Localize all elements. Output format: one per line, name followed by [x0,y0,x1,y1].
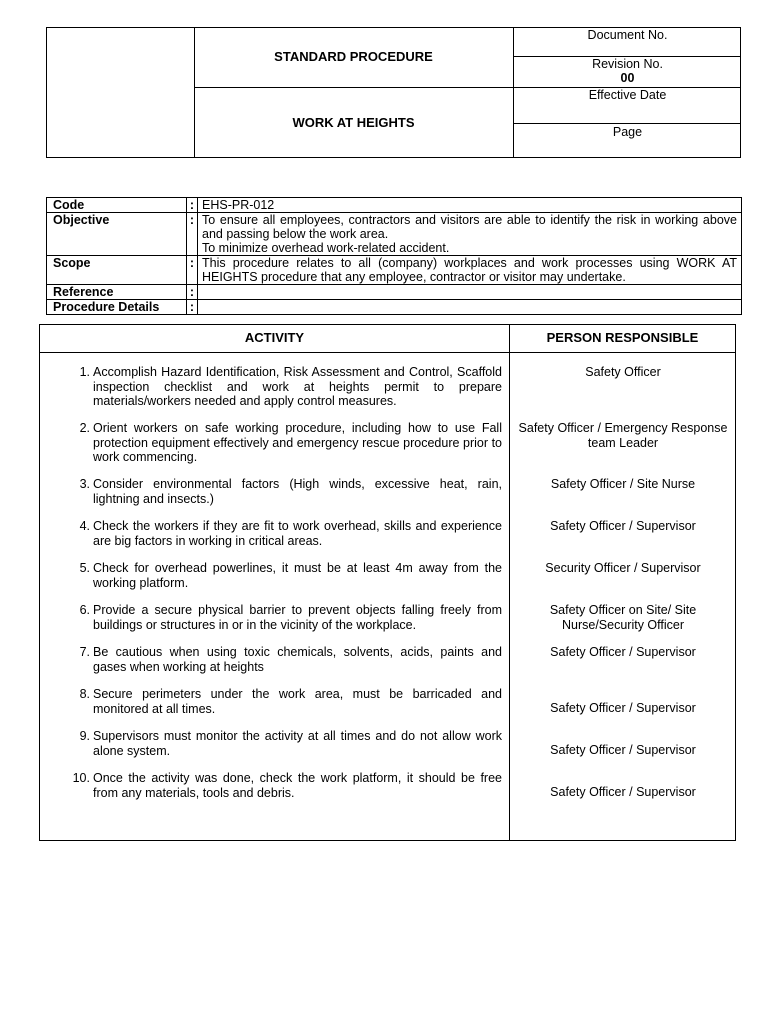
person-responsible: Safety Officer / Supervisor [550,519,696,533]
person-responsible: Safety Officer on Site/ Site Nurse/Security Officer [549,603,697,632]
procedure-details-value [198,300,742,315]
header-divider [40,352,735,353]
code-value: EHS-PR-012 [198,198,742,213]
effective-date-label: Effective Date [514,88,741,124]
title-block [194,28,513,157]
document-title: STANDARD PROCEDURE [194,28,513,88]
column-divider [509,325,510,840]
activity-text: Provide a secure physical barrier to prevent objects falling freely from buildings or structures in or in the vicinity of the workplace. [93,603,502,632]
activity-number: 5. [79,561,90,575]
person-responsible: Safety Officer / Supervisor [550,743,696,757]
activity-number: 7. [79,645,90,659]
activity-text: Orient workers on safe working procedure, including how to use Fall protection equipment effectively and emergency rescue procedure prior to work commencing. [93,421,502,464]
colon: : [187,300,198,315]
activity-number: 4. [79,519,90,533]
document-header [46,27,741,158]
objective-line-2: To minimize overhead work-related accident. [202,241,450,255]
activity-number: 9. [79,729,90,743]
document-no-label: Document No. [514,28,741,57]
activity-number: 8. [79,687,90,701]
person-responsible: Safety Officer / Site Nurse [550,477,696,491]
activity-text: Check the workers if they are fit to work overhead, skills and experience are big factors in working in critical areas. [93,519,502,548]
activity-text: Consider environmental factors (High winds, excessive heat, rain, lightning and insects.) [93,477,502,506]
colon: : [187,198,198,213]
colon: : [187,213,198,256]
activity-number: 10. [72,771,90,785]
person-responsible: Safety Officer / Supervisor [550,701,696,715]
scope-row [47,256,742,285]
revision-no-cell [514,57,741,88]
colon: : [187,285,198,300]
activity-number: 6. [79,603,90,617]
reference-row [47,285,742,300]
code-row [47,198,742,213]
activity-number: 1. [79,365,90,379]
document-meta [513,28,741,157]
activity-text: Supervisors must monitor the activity at all times and do not allow work alone system. [93,729,502,758]
procedure-details-label: Procedure Details [47,300,187,315]
person-responsible-column-header: PERSON RESPONSIBLE [546,330,699,345]
activity-text: Once the activity was done, check the work platform, it should be free from any materials, tools and debris. [93,771,502,800]
revision-no-label: Revision No. [592,57,663,71]
activity-text: Accomplish Hazard Identification, Risk Assessment and Control, Scaffold inspection checklist and work at heights permit to prepare materials/workers needed and apply control measures. [93,365,502,408]
colon: : [187,256,198,285]
scope-value: This procedure relates to all (company) workplaces and work processes using WORK AT HEIGHTS procedure that any employee, contractor or visitor may undertake. [198,256,742,285]
reference-value [198,285,742,300]
page-label: Page [612,125,643,139]
objective-line-1: To ensure all employees, contractors and visitors are able to identify the risk in working above and passing below the work area. [202,213,737,241]
activity-number: 2. [79,421,90,435]
activity-text: Be cautious when using toxic chemicals, solvents, acids, paints and gases when working at heights [93,645,502,674]
procedure-details-row [47,300,742,315]
objective-row [47,213,742,256]
person-responsible: Safety Officer / Supervisor [550,785,696,799]
person-responsible: Security Officer / Supervisor [545,561,701,575]
activity-text: Secure perimeters under the work area, must be barricaded and monitored at all times. [93,687,502,716]
code-label: Code [47,198,187,213]
logo-area [47,28,195,157]
procedure-info-table [46,197,742,315]
person-responsible: Safety Officer / Supervisor [550,645,696,659]
person-responsible: Safety Officer / Emergency Response team Leader [518,421,728,450]
revision-no-value: 00 [620,71,635,85]
activity-table [39,324,736,841]
procedure-name: WORK AT HEIGHTS [292,115,415,130]
objective-value [198,213,742,256]
person-responsible: Safety Officer [585,365,661,379]
activity-text: Check for overhead powerlines, it must be at least 4m away from the working platform. [93,561,502,590]
scope-label: Scope [47,256,187,285]
reference-label: Reference [47,285,187,300]
activity-number: 3. [79,477,90,491]
activity-column-header: ACTIVITY [244,330,305,345]
objective-label: Objective [47,213,187,256]
